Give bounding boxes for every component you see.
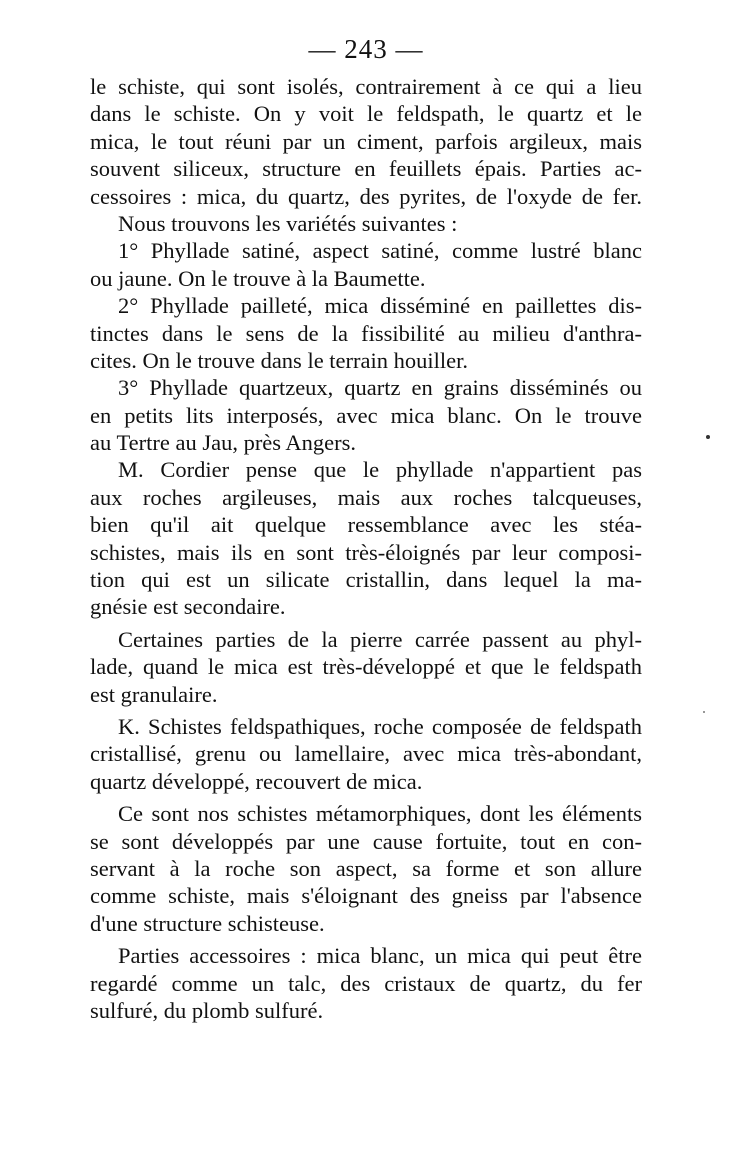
paragraph-parties-accessoires (90, 942, 642, 1024)
text-line: est granulaire. (90, 681, 218, 707)
paragraph-phyllade-satine (90, 237, 642, 292)
text-line: en petits lits interposés, avec mica blanc. On le trouve (90, 402, 642, 428)
text-line: Certaines parties de la pierre carrée passent au phyl- (118, 626, 642, 652)
paragraph-schistes-feldspathiques (90, 713, 642, 795)
text-line: tinctes dans le sens de la fissibilité au milieu d'anthra- (90, 320, 642, 346)
paragraph-continuation (90, 73, 642, 210)
text-line: cristallisé, grenu ou lamellaire, avec mica très-abondant, (90, 741, 642, 767)
paragraph-pierre-carree (90, 626, 642, 708)
text-line: cessoires : mica, du quartz, des pyrites, de l'oxyde de fer. (90, 183, 642, 209)
text-line: dans le schiste. On y voit le feldspath, le quartz et le (90, 101, 642, 127)
text-line: gnésie est secondaire. (90, 594, 286, 620)
text-line: K. Schistes feldspathiques, roche composée de feldspath (118, 713, 642, 739)
text-line: regardé comme un talc, des cristaux de quartz, du fer (90, 970, 642, 996)
text-line: cites. On le trouve dans le terrain houiller. (90, 347, 469, 373)
text-line: le schiste, qui sont isolés, contrairement à ce qui a lieu (90, 74, 642, 99)
text-line: bien qu'il ait quelque ressemblance avec les stéa- (90, 512, 642, 538)
scan-speck (703, 711, 705, 713)
text-line: Ce sont nos schistes métamorphiques, dont les éléments (118, 801, 642, 827)
paragraph-phyllade-quartzeux (90, 374, 642, 456)
text-line: se sont développés par une cause fortuite, tout en con- (90, 828, 642, 854)
scan-speck (706, 435, 710, 439)
book-page (90, 34, 642, 1024)
text-line: souvent siliceux, structure en feuillets épais. Parties ac- (90, 156, 642, 182)
page-number: — 243 — (308, 34, 424, 64)
text-line: 3° Phyllade quartzeux, quartz en grains disséminés ou (118, 375, 642, 401)
text-line: M. Cordier pense que le phyllade n'appartient pas (118, 457, 642, 483)
text-line: au Tertre au Jau, près Angers. (90, 430, 357, 456)
text-line: servant à la roche son aspect, sa forme et son allure (90, 855, 642, 881)
text-line: 1° Phyllade satiné, aspect satiné, comme lustré blanc (118, 238, 642, 264)
text-line: 2° Phyllade pailleté, mica disséminé en paillettes dis- (118, 293, 642, 319)
text-line: quartz développé, recouvert de mica. (90, 768, 423, 794)
text-line: schistes, mais ils en sont très-éloignés par leur composi- (90, 539, 642, 565)
text-line: comme schiste, mais s'éloignant des gneiss par l'absence (90, 883, 642, 909)
paragraph-phyllade-paillete (90, 292, 642, 374)
text-line: d'une structure schisteuse. (90, 910, 325, 936)
text-line: Parties accessoires : mica blanc, un mica qui peut être (118, 943, 642, 969)
paragraph-varieties-intro (90, 210, 642, 237)
paragraph-schistes-metamorphiques (90, 800, 642, 937)
text-line: lade, quand le mica est très-développé et que le feldspath (90, 654, 642, 680)
text-line: mica, le tout réuni par un ciment, parfois argileux, mais (90, 128, 642, 154)
text-line: sulfuré, du plomb sulfuré. (90, 997, 324, 1023)
text-line: ou jaune. On le trouve à la Baumette. (90, 265, 426, 291)
text-line: aux roches argileuses, mais aux roches talcqueuses, (90, 484, 642, 510)
text-line: Nous trouvons les variétés suivantes : (118, 210, 458, 236)
text-line: tion qui est un silicate cristallin, dans lequel la ma- (90, 567, 642, 593)
paragraph-cordier (90, 456, 642, 620)
